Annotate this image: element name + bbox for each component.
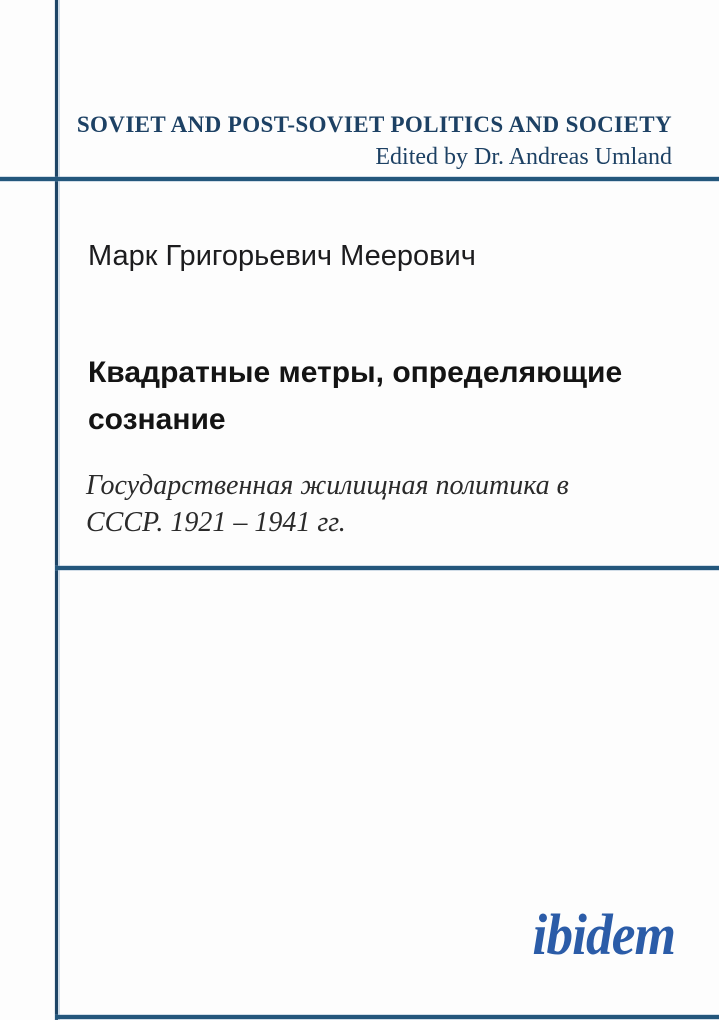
series-title: SOVIET AND POST-SOVIET POLITICS AND SOCIETY	[76, 112, 672, 137]
series-editor: Edited by Dr. Andreas Umland	[375, 143, 672, 170]
book-subtitle-line-2: СССР. 1921 – 1941 гг.	[86, 507, 346, 538]
bottom-horizontal-rule	[55, 1015, 719, 1019]
author-name: Марк Григорьевич Меерович	[88, 240, 476, 272]
publisher-logo: ibidem	[532, 902, 675, 967]
book-title-line-2: сознание	[88, 403, 226, 436]
top-horizontal-rule	[0, 177, 719, 181]
book-subtitle	[86, 467, 569, 541]
middle-horizontal-rule	[55, 566, 719, 570]
book-title-line-1: Квадратные метры, определяющие	[88, 356, 623, 389]
book-title	[88, 349, 622, 443]
book-subtitle-line-1: Государственная жилищная политика в	[86, 470, 569, 501]
left-vertical-rule	[55, 0, 58, 1020]
series-header	[77, 111, 672, 172]
